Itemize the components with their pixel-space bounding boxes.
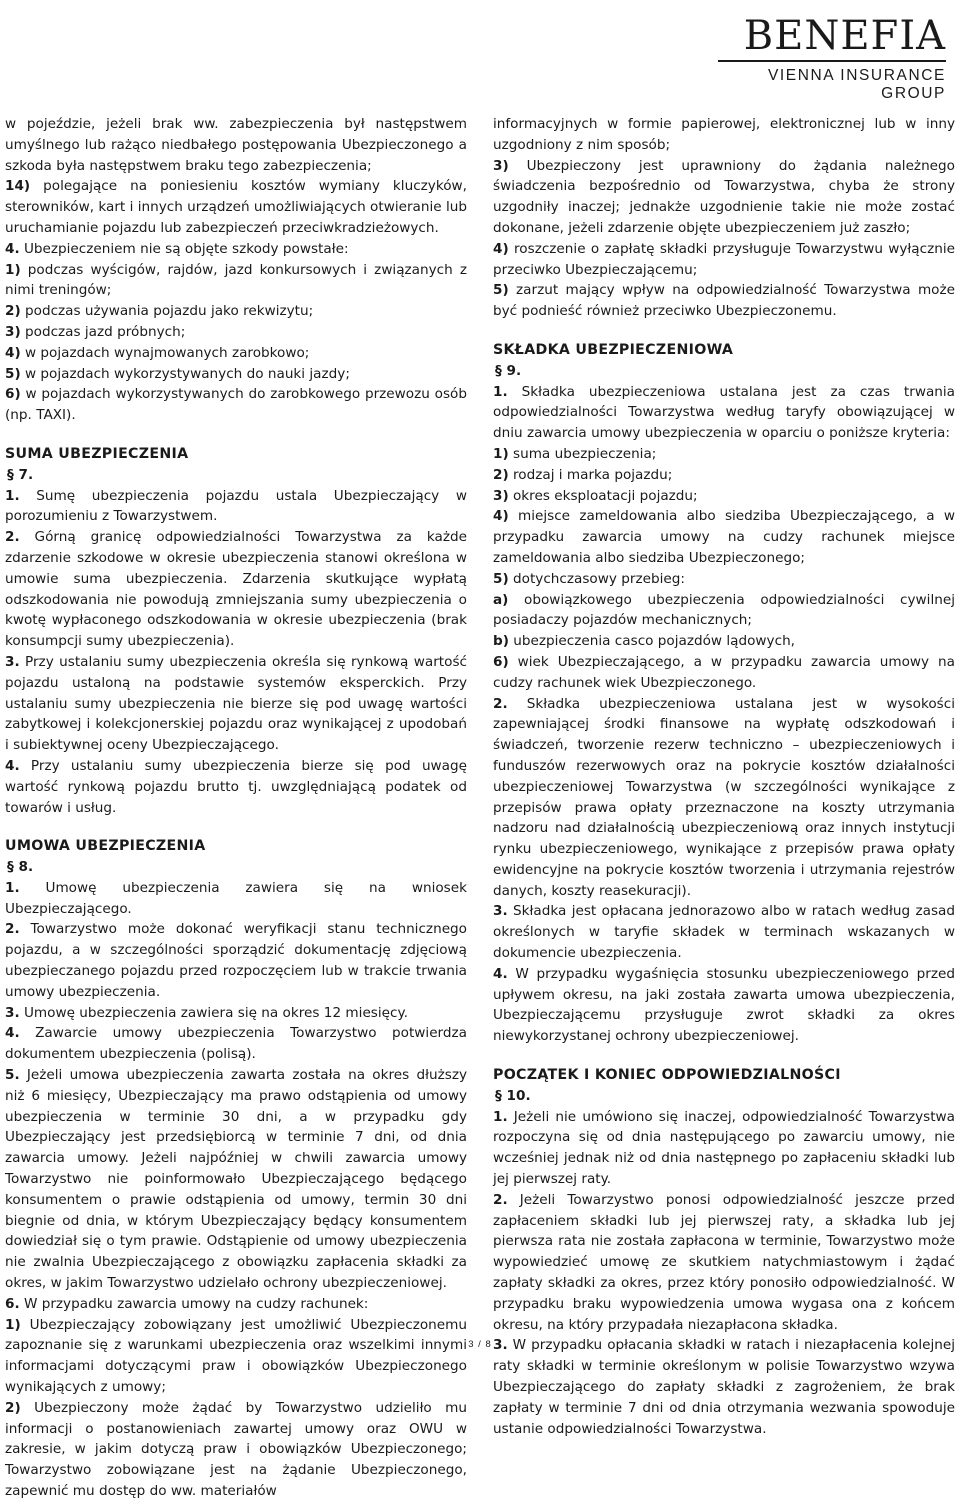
paragraph-number: § 7. [7,466,34,483]
list-item: 14) polegające na poniesieniu kosztów wymiany kluczyków, sterowników, kart i innych urządzeń umożliwiających otwieranie lub uruchamianie pojazdu lub zabezpieczeń przeciwkradzieżowych. [5,178,467,236]
list-item: 6) wiek Ubezpieczającego, a w przypadku zawarcia umowy na cudzy rachunek wiek Ubezpieczonego. [493,653,955,691]
clause: 1. Jeżeli nie umówiono się inaczej, odpowiedzialność Towarzystwa rozpoczyna się od dnia następującego po zawarciu umowy, nie wcześniej jednak niż od dnia następnego po zapłaceniu składki lub jej pierwszej raty. [493,1108,955,1188]
list-item: 5) w pojazdach wykorzystywanych do nauki jazdy; [5,365,350,382]
list-item: 5) zarzut mający wpływ na odpowiedzialność Towarzystwa może być podnieść również przeciwko Ubezpieczonemu. [493,282,955,320]
section-heading-premium: SKŁADKA UBEZPIECZENIOWA [493,341,734,358]
clause: 2. Jeżeli Towarzystwo ponosi odpowiedzialność jeszcze przed zapłaceniem składki lub jej pierwszej raty, a składka lub jej pierwsza rata nie została zapłacona w terminie, Towarzystwo może wypowiedzieć umowę ze skutkiem natychmiastowym i żądać zapłaty składki za okres, przez który ponosiło odpowiedzialność. W przypadku braku wypowiedzenia umowa wygasa ona z końcem okresu, na który przypadała niezapłacona składka. [493,1191,955,1333]
paragraph-number: § 9. [495,362,522,379]
clause: 3. Umowę ubezpieczenia zawiera się na okres 12 miesięcy. [5,1004,408,1021]
company-logo [718,14,946,103]
list-item: 3) okres eksploatacji pojazdu; [493,487,698,504]
paragraph-number: § 8. [7,859,34,876]
clause: 3. W przypadku opłacania składki w ratach i niezapłacenia kolejnej raty składki w terminie określonym w polisie Towarzystwo wzywa Ubezpieczającego do zapłaty składki z zagrożeniem, że brak zapłaty w terminie 7 dni od dnia otrzymania wezwania spowoduje ustanie odpowiedzialności Towarzystwa. [493,1337,955,1437]
clause: 5. Jeżeli umowa ubezpieczenia zawarta została na okres dłuższy niż 6 miesięcy, Ubezpieczający ma prawo odstąpienia od umowy ubezpieczenia w terminie 30 dni, a w przypadku gdy Ubezpieczający jest przedsiębiorcą w terminie 7 dni, od dnia zawarcia umowy. Jeżeli najpóźniej w chwili zawarcia umowy Towarzystwo nie poinformowało Ubezpieczającego będącego konsumentem o prawie odstąpienia od umowy, termin 30 dni biegnie od dnia, w którym Ubezpieczający będący konsumentem dowiedział się o tym prawie. Odstąpienie od umowy ubezpieczenia nie zwalnia Ubezpieczającego z obowiązku zapłacenia składki za okres, w jakim Towarzystwo udzielało ochrony ubezpieczeniowej. [5,1067,467,1292]
spacer [493,1047,955,1065]
logo-divider [718,60,946,62]
clause: 1. Umowę ubezpieczenia zawiera się na wniosek Ubezpieczającego. [5,879,467,917]
clause: 2. Towarzystwo może dokonać weryfikacji stanu technicznego pojazdu, a w szczególności sporządzić dokumentację zdjęciową ubezpieczanego pojazdu przed rozpoczęciem lub w trakcie trwania umowy ubezpieczenia. [5,921,467,1000]
list-item: 1) Ubezpieczający zobowiązany jest umożliwić Ubezpieczonemu zapoznanie się z warunkami ubezpieczenia oraz wszelkimi innymi informacjami dotyczącymi praw i obowiązków Ubezpieczonego wynikających z umowy; [5,1316,467,1396]
list-item: 2) Ubezpieczony może żądać by Towarzystwo udzieliło mu informacji o postanowieniach zawartej umowy oraz OWU w zakresie, w jakim dotyczą praw i obowiązków Ubezpieczonego; Towarzystwo zobowiązane jest na żądanie Ubezpieczonego, zapewnić mu dostęp do ww. materiałów [5,1399,467,1499]
right-column [493,114,955,1439]
spacer [493,322,955,340]
paragraph: w pojeździe, jeżeli brak ww. zabezpieczenia był następstwem umyślnego lub rażąco niedbałego postępowania Ubezpieczonego a szkoda była następstwem braku tego zabezpieczenia; [5,116,467,174]
section-heading-liability: POCZĄTEK I KONIEC ODPOWIEDZIALNOŚCI [493,1067,841,1084]
list-item: 3) podczas jazd próbnych; [5,323,186,340]
clause: 4. Przy ustalaniu sumy ubezpieczenia bierze się pod uwagę wartość rynkową pojazdu brutto tj. uwzględniającą podatek od towarów i usług. [5,757,467,816]
spacer [5,426,467,444]
paragraph-number: § 10. [495,1087,531,1104]
clause: 1. Składka ubezpieczeniowa ustalana jest za czas trwania odpowiedzialności Towarzystwa według taryfy obowiązującej w dniu zawarcia umowy ubezpieczenia w oparciu o poniższe kryteria: [493,383,955,442]
list-item: 2) rodzaj i marka pojazdu; [493,466,673,483]
list-item: 5) dotychczasowy przebieg: [493,570,685,587]
clause: 1. Sumę ubezpieczenia pojazdu ustala Ubezpieczający w porozumieniu z Towarzystwem. [5,487,467,525]
clause: 3. Przy ustalaniu sumy ubezpieczenia określa się rynkową wartość pojazdu ustaloną na podstawie systemów eksperckich. Przy ustalaniu sumy ubezpieczenia nie bierze się pod uwagę wartości zabytkowej i kolekcjonerskiej pojazdu oraz wynikającej z upodobań i subiektywnej oceny Ubezpieczającego. [5,653,467,754]
list-item: 3) Ubezpieczony jest uprawniony do żądania należnego świadczenia bezpośrednio od Towarzystwa, chyba że strony uzgodniły inaczej; jednakże uzgodnienie takie nie może zostać dokonane, jeżeli zdarzenie objęte ubezpieczeniem już zaszło; [493,157,955,236]
clause: 6. W przypadku zawarcia umowy na cudzy rachunek: [5,1295,369,1312]
spacer [5,818,467,836]
clause: 2. Górną granicę odpowiedzialności Towarzystwa za każde zdarzenie szkodowe w okresie ubezpieczenia stanowi określona w umowie suma ubezpieczenia. Zdarzenia skutkujące wypłatą odszkodowania nie powodują zmniejszania sumy ubezpieczenia o kwotę wypłaconego odszkodowania w okresie ubezpieczenia (brak konsumpcji sumy ubezpieczenia). [5,529,467,650]
list-item: 4) roszczenie o zapłatę składki przysługuje Towarzystwu wyłącznie przeciwko Ubezpieczającemu; [493,240,955,278]
section-heading-contract: UMOWA UBEZPIECZENIA [5,838,206,855]
list-item: 1) podczas wyścigów, rajdów, jazd konkursowych i związanych z nimi treningów; [5,261,467,299]
list-item: b) ubezpieczenia casco pojazdów lądowych, [493,633,795,650]
clause: 4. Ubezpieczeniem nie są objęte szkody powstałe: [5,240,349,257]
clause: 4. Zawarcie umowy ubezpieczenia Towarzystwo potwierdza dokumentem ubezpieczenia (polisą). [5,1025,467,1063]
page-number: 3 / 8 [468,1339,492,1350]
clause: 4. W przypadku wygaśnięcia stosunku ubezpieczeniowego przed upływem okresu, na jaki została zawarta umowa ubezpieczenia, Ubezpieczającemu przysługuje zwrot składki za okres niewykorzystanej ochrony ubezpieczeniowej. [493,965,955,1045]
list-item: 4) w pojazdach wynajmowanych zarobkowo; [5,344,310,361]
clause: 2. Składka ubezpieczeniowa ustalana jest w wysokości zapewniającej środki finansowe na wypłatę odszkodowań i świadczeń, tworzenie rezerw techniczno – ubezpieczeniowych i funduszów rezerwowych oraz na pokrycie kosztów działalności ubezpieczeniowej Towarzystwa (w szczególności wynikające z przepisów prawa opłaty przeznaczone na koszty utrzymania nadzoru nad działalnością ubezpieczeniową oraz innych instytucji rynku ubezpieczeniowego, wynikające z przepisów prawa opłaty ewidencyjne na pokrycie kosztów tworzenia i utrzymania rejestrów danych, koszty reasekuracji). [493,695,955,899]
list-item: 2) podczas używania pojazdu jako rekwizytu; [5,303,314,320]
section-heading-sum: SUMA UBEZPIECZENIA [5,445,189,462]
list-item: a) obowiązkowego ubezpieczenia odpowiedzialności cywilnej posiadaczy pojazdów mechanicznych; [493,591,955,629]
clause: 3. Składka jest opłacana jednorazowo albo w ratach według zasad określonych w taryfie składek w terminach wskazanych w dokumencie ubezpieczenia. [493,903,955,962]
paragraph: informacyjnych w formie papierowej, elektronicznej lub w inny uzgodniony z nim sposób; [493,116,955,153]
list-item: 1) suma ubezpieczenia; [493,445,657,462]
logo-group: VIENNA INSURANCE GROUP [767,67,946,102]
logo-brand: BENEFIA [743,13,946,59]
list-item: 6) w pojazdach wykorzystywanych do zarobkowego przewozu osób (np. TAXI). [5,386,467,424]
list-item: 4) miejsce zameldowania albo siedziba Ubezpieczającego, a w przypadku zawarcia umowy na cudzy rachunek miejsce zameldowania albo siedziba Ubezpieczonego; [493,508,955,566]
left-column [5,114,467,1502]
